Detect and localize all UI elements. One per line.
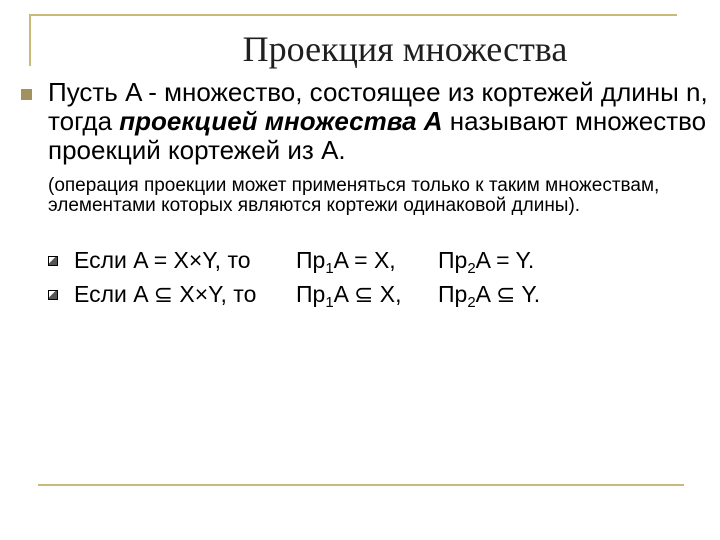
pr1-prefix: Пр — [296, 281, 326, 307]
square-bullet-icon — [21, 89, 32, 100]
pr1-rest: A = X, — [333, 247, 396, 273]
item-projection-2 — [438, 247, 535, 277]
pr2-index: 2 — [467, 260, 476, 277]
list-item — [48, 281, 540, 316]
pr1-prefix: Пр — [296, 247, 326, 273]
pr2-rest: A = Y. — [475, 247, 535, 273]
item-condition: Если A = X×Y, то — [74, 247, 251, 273]
definition-emphasis: проекцией множества A — [119, 106, 443, 136]
pr2-prefix: Пр — [438, 281, 468, 307]
frame-top-line — [29, 14, 677, 16]
pr2-prefix: Пр — [438, 247, 468, 273]
list-item — [48, 247, 534, 282]
pr2-index: 2 — [467, 294, 476, 311]
definition-text-before: Пусть A - множество, состоящее из кортежей длины n, тогда — [48, 77, 708, 136]
item-projection-1 — [296, 281, 438, 316]
frame-bottom-line — [38, 484, 684, 486]
pr2-rest: A ⊆ Y. — [475, 281, 541, 307]
slide-title: Проекция множества — [242, 29, 568, 69]
item-condition: Если A ⊆ X×Y, то — [74, 281, 257, 307]
pr1-index: 1 — [325, 294, 334, 311]
note-paragraph: (операция проекции может применяться только к таким множествам, элементами которых являются кортежи одинаковой длины). — [48, 175, 660, 216]
checkbox-bullet-icon — [48, 290, 58, 300]
definition-paragraph — [48, 78, 708, 165]
item-projection-1 — [296, 247, 438, 282]
item-projection-2 — [438, 281, 541, 311]
pr1-rest: A ⊆ X, — [333, 281, 402, 307]
pr1-index: 1 — [325, 260, 334, 277]
checkbox-bullet-icon — [48, 256, 58, 266]
definition-text-after: называют множество проекций кортежей из A. — [48, 106, 707, 165]
